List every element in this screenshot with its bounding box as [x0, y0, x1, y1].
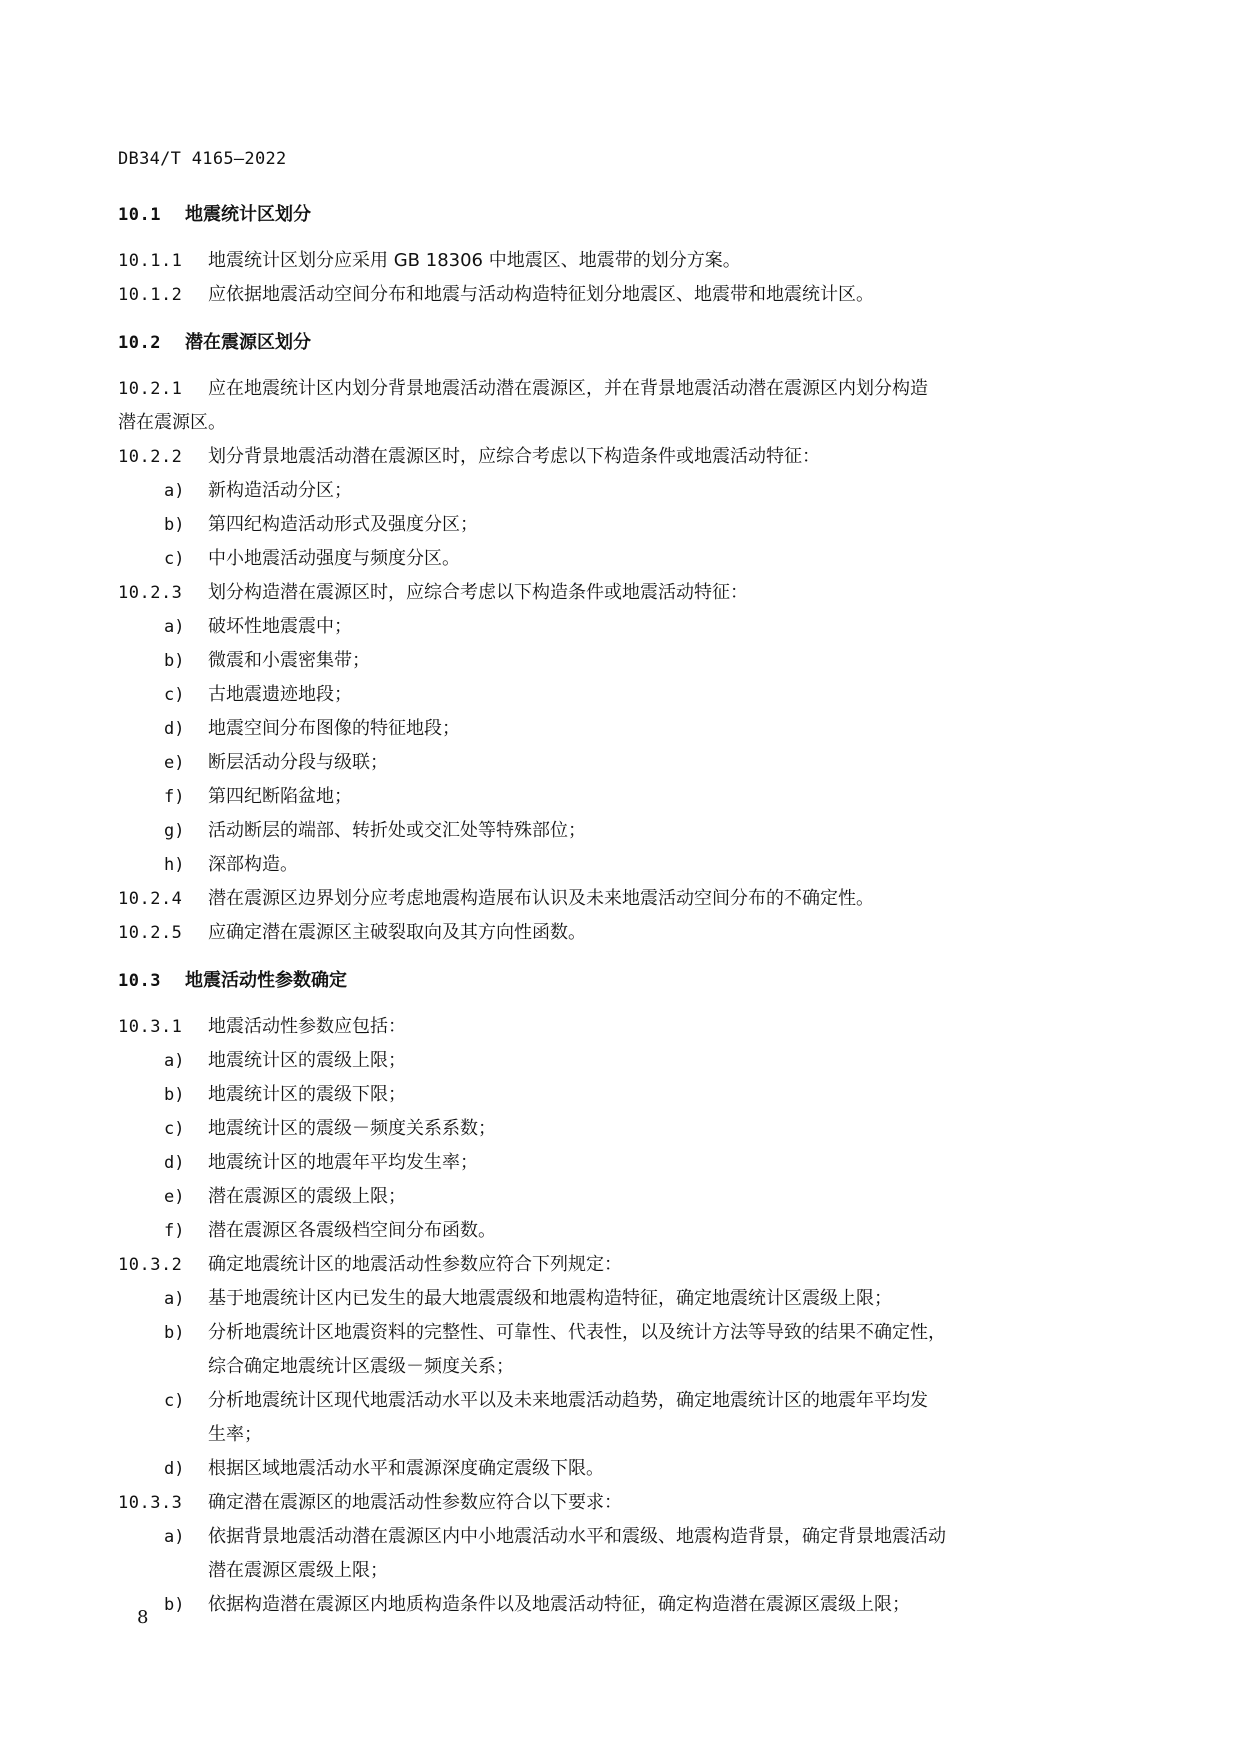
section-title: 地震统计区划分 — [185, 204, 311, 225]
section-number: 10.2 — [118, 333, 161, 353]
list-item-text: 依据构造潜在震源区内地质构造条件以及地震活动特征，确定构造潜在震源区震级上限； — [208, 1594, 910, 1615]
list-item — [118, 1588, 1118, 1622]
list-item — [118, 780, 1118, 814]
clause-10-3-1 — [118, 1010, 1118, 1044]
content-body — [118, 198, 1118, 1622]
list-item-text-continued: 生率； — [208, 1424, 262, 1445]
list-marker: a) — [164, 1051, 185, 1071]
list-item-text: 第四纪断陷盆地； — [208, 786, 352, 807]
section-title: 地震活动性参数确定 — [185, 970, 347, 991]
standard-code: DB34/T 4165—2022 — [118, 149, 287, 169]
list-marker: b) — [164, 515, 185, 535]
list-item-text-continued: 综合确定地震统计区震级－频度关系； — [208, 1356, 514, 1377]
list-item-text: 活动断层的端部、转折处或交汇处等特殊部位； — [208, 820, 586, 841]
clause-text: 应确定潜在震源区主破裂取向及其方向性函数。 — [208, 922, 586, 943]
list-item — [118, 1146, 1118, 1180]
list-marker: e) — [164, 753, 185, 773]
list-item — [118, 1078, 1118, 1112]
list-item — [118, 712, 1118, 746]
list-marker: b) — [164, 1085, 185, 1105]
clause-10-2-2 — [118, 440, 1118, 474]
list-item-continuation — [118, 1350, 1118, 1384]
clause-text: 确定地震统计区的地震活动性参数应符合下列规定： — [208, 1254, 622, 1275]
list-item-text: 潜在震源区的震级上限； — [208, 1186, 406, 1207]
section-title: 潜在震源区划分 — [185, 332, 311, 353]
clause-number: 10.3.1 — [118, 1017, 183, 1037]
list-item — [118, 746, 1118, 780]
list-item-text: 第四纪构造活动形式及强度分区； — [208, 514, 478, 535]
list-item-text: 新构造活动分区； — [208, 480, 352, 501]
list-marker: c) — [164, 1119, 185, 1139]
list-item — [118, 508, 1118, 542]
list-marker: b) — [164, 1323, 185, 1343]
clause-10-2-1 — [118, 372, 1118, 406]
clause-number: 10.2.5 — [118, 923, 183, 943]
list-item — [118, 1044, 1118, 1078]
list-marker: f) — [164, 787, 185, 807]
list-item-text: 分析地震统计区地震资料的完整性、可靠性、代表性，以及统计方法等导致的结果不确定性， — [208, 1322, 946, 1343]
clause-number: 10.2.4 — [118, 889, 183, 909]
list-marker: a) — [164, 481, 185, 501]
clause-number: 10.2.1 — [118, 379, 183, 399]
list-item-text: 地震统计区的震级－频度关系系数； — [208, 1118, 496, 1139]
list-item-text: 地震统计区的震级下限； — [208, 1084, 406, 1105]
list-item — [118, 542, 1118, 576]
list-item — [118, 678, 1118, 712]
clause-10-2-4 — [118, 882, 1118, 916]
list-marker: c) — [164, 1391, 185, 1411]
clause-number: 10.2.2 — [118, 447, 183, 467]
list-item-text: 微震和小震密集带； — [208, 650, 370, 671]
section-heading-10-3 — [118, 964, 1118, 998]
list-item — [118, 1520, 1118, 1554]
clause-text: 确定潜在震源区的地震活动性参数应符合以下要求： — [208, 1492, 622, 1513]
list-marker: a) — [164, 1289, 185, 1309]
clause-10-1-1 — [118, 244, 1118, 278]
clause-text: 地震活动性参数应包括： — [208, 1016, 406, 1037]
list-item — [118, 1316, 1118, 1350]
list-item-text: 基于地震统计区内已发生的最大地震震级和地震构造特征，确定地震统计区震级上限； — [208, 1288, 892, 1309]
section-heading-10-2 — [118, 326, 1118, 360]
clause-10-3-3 — [118, 1486, 1118, 1520]
list-marker: f) — [164, 1221, 185, 1241]
clause-10-3-2 — [118, 1248, 1118, 1282]
list-item-text: 破坏性地震震中； — [208, 616, 352, 637]
list-marker: e) — [164, 1187, 185, 1207]
clause-number: 10.3.3 — [118, 1493, 183, 1513]
list-item — [118, 610, 1118, 644]
list-item-text-continued: 潜在震源区震级上限； — [208, 1560, 388, 1581]
list-item — [118, 1384, 1118, 1418]
list-item — [118, 1214, 1118, 1248]
list-item — [118, 474, 1118, 508]
clause-number: 10.1.2 — [118, 285, 183, 305]
clause-text: 划分构造潜在震源区时，应综合考虑以下构造条件或地震活动特征： — [208, 582, 748, 603]
list-marker: c) — [164, 549, 185, 569]
list-item — [118, 848, 1118, 882]
section-number: 10.3 — [118, 971, 161, 991]
list-item-text: 地震空间分布图像的特征地段； — [208, 718, 460, 739]
list-item-text: 断层活动分段与级联； — [208, 752, 388, 773]
clause-number: 10.3.2 — [118, 1255, 183, 1275]
list-marker: d) — [164, 719, 185, 739]
list-item-text: 地震统计区的地震年平均发生率； — [208, 1152, 478, 1173]
clause-text-continued: 潜在震源区。 — [118, 412, 226, 433]
list-marker: h) — [164, 855, 185, 875]
clause-number: 10.1.1 — [118, 251, 183, 271]
list-item — [118, 1282, 1118, 1316]
list-item — [118, 1180, 1118, 1214]
list-item-text: 古地震遗迹地段； — [208, 684, 352, 705]
list-marker: d) — [164, 1153, 185, 1173]
list-item — [118, 1112, 1118, 1146]
list-item-text: 根据区域地震活动水平和震源深度确定震级下限。 — [208, 1458, 604, 1479]
list-item-text: 依据背景地震活动潜在震源区内中小地震活动水平和震级、地震构造背景，确定背景地震活动 — [208, 1526, 946, 1547]
clause-text: 地震统计区划分应采用 GB 18306 中地震区、地震带的划分方案。 — [208, 250, 741, 271]
list-marker: a) — [164, 1527, 185, 1547]
clause-10-2-1-continuation — [118, 406, 1118, 440]
clause-text: 潜在震源区边界划分应考虑地震构造展布认识及未来地震活动空间分布的不确定性。 — [208, 888, 874, 909]
clause-text: 应在地震统计区内划分背景地震活动潜在震源区，并在背景地震活动潜在震源区内划分构造 — [208, 378, 928, 399]
list-item-continuation — [118, 1418, 1118, 1452]
list-item — [118, 814, 1118, 848]
list-item — [118, 644, 1118, 678]
list-marker: a) — [164, 617, 185, 637]
clause-text: 应依据地震活动空间分布和地震与活动构造特征划分地震区、地震带和地震统计区。 — [208, 284, 874, 305]
list-marker: d) — [164, 1459, 185, 1479]
clause-text: 划分背景地震活动潜在震源区时，应综合考虑以下构造条件或地震活动特征： — [208, 446, 820, 467]
list-item-continuation — [118, 1554, 1118, 1588]
list-marker: b) — [164, 651, 185, 671]
list-marker: g) — [164, 821, 185, 841]
list-item-text: 分析地震统计区现代地震活动水平以及未来地震活动趋势，确定地震统计区的地震年平均发 — [208, 1390, 928, 1411]
list-item-text: 深部构造。 — [208, 854, 298, 875]
clause-10-2-3 — [118, 576, 1118, 610]
clause-10-2-5 — [118, 916, 1118, 950]
page-number: 8 — [137, 1607, 149, 1628]
list-item-text: 中小地震活动强度与频度分区。 — [208, 548, 460, 569]
section-number: 10.1 — [118, 205, 161, 225]
list-item-text: 潜在震源区各震级档空间分布函数。 — [208, 1220, 496, 1241]
list-item-text: 地震统计区的震级上限； — [208, 1050, 406, 1071]
list-marker: c) — [164, 685, 185, 705]
section-heading-10-1 — [118, 198, 1118, 232]
list-item — [118, 1452, 1118, 1486]
clause-10-1-2 — [118, 278, 1118, 312]
list-marker: b) — [164, 1595, 185, 1615]
clause-number: 10.2.3 — [118, 583, 183, 603]
